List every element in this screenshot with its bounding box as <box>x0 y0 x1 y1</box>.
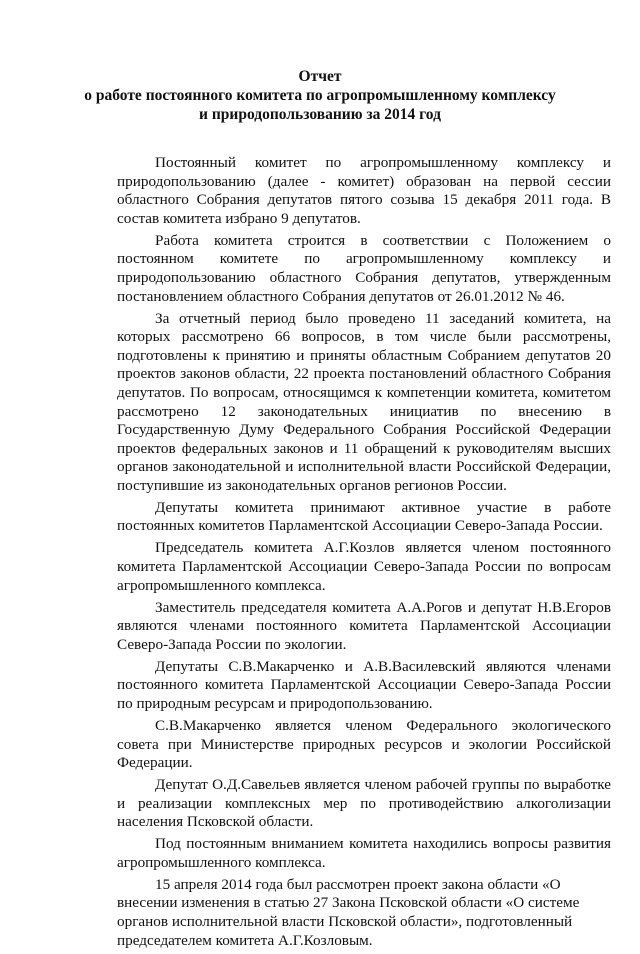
paragraph: За отчетный период было проведено 11 заседаний комитета, на которых рассмотрено 66 вопросов, в том числе были рассмотрены, подготовлены к принятию и приняты областным Собранием депутатов 20 проектов законов области, 22 проекта постановлений областного Собрания депутатов. По вопросам, относящимся к компетенции комитета, комитетом рассмотрено 12 законодательных инициатив по внесению в Государственную Думу Федерального Собрания Российской Федерации проектов федеральных законов и 11 обращений к руководителям высших органов законодательной и исполнительной власти Российской Федерации, поступившие из законодательных органов регионов России. <box>117 309 611 494</box>
paragraph: Депутат О.Д.Савельев является членом рабочей группы по выработке и реализации комплексных мер по противодействию алкоголизации населения Псковской области. <box>117 776 611 831</box>
paragraph: Заместитель председателя комитета А.А.Рогов и депутат Н.В.Егоров являются членами постоянного комитета Парламентской Ассоциации Северо-Запада России по экологии. <box>117 598 611 653</box>
document-heading <box>0 67 640 124</box>
paragraph: Председатель комитета А.Г.Козлов является членом постоянного комитета Парламентской Ассоциации Северо-Запада России по вопросам агропромышленного комплекса. <box>117 539 611 594</box>
document-subtitle-line-1: о работе постоянного комитета по агропромышленному комплексу <box>84 87 556 104</box>
paragraph: Депутаты С.В.Макарченко и А.В.Василевский являются членами постоянного комитета Парламентской Ассоциации Северо-Запада России по природным ресурсам и природопользованию. <box>117 657 611 712</box>
document-subtitle-line-2: и природопользованию за 2014 год <box>199 106 441 123</box>
paragraph: 15 апреля 2014 года был рассмотрен проект закона области «О внесении изменения в статью 27 Закона Псковской области «О системе органов исполнительной власти Псковской области», подготовленный председателем комитета А.Г.Козловым. <box>117 875 580 949</box>
paragraph: Постоянный комитет по агропромышленному комплексу и природопользованию (далее - комитет) образован на первой сессии областного Собрания депутатов пятого созыва 15 декабря 2011 года. В состав комитета избрано 9 депутатов. <box>117 154 611 227</box>
document-title: Отчет <box>298 68 342 85</box>
paragraph: С.В.Макарченко является членом Федерального экологического совета при Министерстве природных ресурсов и экологии Российской Федерации. <box>117 716 611 772</box>
paragraph: Работа комитета строится в соответствии с Положением о постоянном комитете по агропромышленному комплексу и природопользованию областного Собрания депутатов, утвержденным постановлением областного Собрания депутатов от 26.01.2012 № 46. <box>117 231 611 305</box>
paragraph: Под постоянным вниманием комитета находились вопросы развития агропромышленного комплекса. <box>117 835 611 871</box>
document-body <box>117 154 611 954</box>
paragraph: Депутаты комитета принимают активное участие в работе постоянных комитетов Парламентской Ассоциации Северо-Запада России. <box>117 498 611 535</box>
